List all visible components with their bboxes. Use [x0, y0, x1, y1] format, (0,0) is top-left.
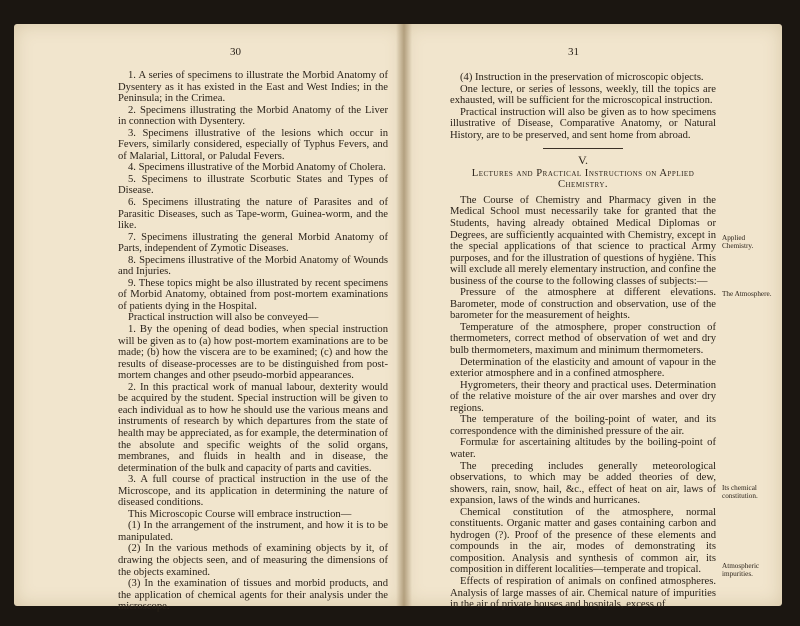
left-page-body	[118, 70, 388, 613]
paragraph: Effects of respiration of animals on confined atmospheres. Analysis of large masses of air. Chemical nature of impurities in the air of private houses and hospitals, excess of	[450, 575, 716, 611]
sidenote-applied-chemistry: Applied Chemistry.	[722, 234, 754, 250]
paragraph: 5. Specimens to illustrate Scorbutic States and Types of Disease.	[118, 173, 388, 197]
section-number: V.	[577, 153, 589, 168]
paragraph: Hygrometers, their theory and practical uses. Determination of the relative moisture of the air over marshes and over dry regions.	[450, 379, 716, 414]
section-title: Lectures and Practical Instructions on Applied Chemistry.	[471, 167, 695, 191]
sidenote-chemical-constitution: Its chemical constitution.	[722, 484, 758, 500]
paragraph: (3) In the examination of tissues and morbid products, and the application of chemical agents for their analysis under the microscope.	[118, 578, 388, 613]
paragraph: 1. A series of specimens to illustrate the Morbid Anatomy of Dysentery as it has existed in the East and West Indies; in the Peninsula; in the Crimea.	[118, 70, 388, 105]
paragraph: 4. Specimens illustrative of the Morbid Anatomy of Cholera.	[128, 162, 386, 174]
paragraph: 2. In this practical work of manual labour, dexterity would be acquired by the student. Special instruction will be given to each individual as to how he should use the various means and instruments of research by which departures from the state of health may be appreciated, as for example, the determination of the absolute and specific weights of the solid organs, membranes, and fluids in health and in disease, the determination of the bulk and capacity of parts and cavities.	[118, 381, 388, 474]
paragraph: The preceding includes generally meteorological observations, to which may be added theories of dew, showers, rain, snow, hail, &c., effect of heat on air, laws of expansion, laws of the winds and hurricanes.	[450, 460, 716, 507]
paragraph: Practical instruction will also be given as to how specimens illustrative of Disease, Comparative Anatomy, or Natural History, are to be preserved, and sent home from abroad.	[450, 106, 716, 141]
paragraph: 3. Specimens illustrative of the lesions which occur in Fevers, similarly considered, especially of Typhus Fevers, and of Malarial, Littoral, or Paludal Fevers.	[118, 127, 388, 162]
paragraph: Chemical constitution of the atmosphere, normal constituents. Organic matter and gases containing carbon and hydrogen (?). Proof of the presence of these elements and compounds in the air, modes of demonstrating its composition. Analysis and synthesis of common air, its composition in different localities—temperate and tropical.	[450, 506, 716, 576]
right-page-body	[450, 72, 716, 611]
paragraph: 3. A full course of practical instruction in the use of the Microscope, and its application in determining the nature of diseased conditions.	[118, 474, 388, 509]
paragraph: Determination of the elasticity and amount of vapour in the exterior atmosphere and in a confined atmosphere.	[450, 356, 716, 380]
paragraph: Practical instruction will also be conveyed—	[128, 312, 319, 324]
paragraph: (2) In the various methods of examining objects by it, of drawing the objects seen, and of measuring the dimensions of the objects examined.	[118, 543, 388, 578]
paragraph: 2. Specimens illustrating the Morbid Anatomy of the Liver in connection with Dysentery.	[118, 104, 388, 128]
paragraph: The Course of Chemistry and Pharmacy given in the Medical School must necessarily take for granted that the Students, having already obtained Medical Diplomas or Degrees, are sufficiently acquainted with Chemistry, except in the special applications of that science to practical Army purposes, and for the illustration of questions of hygiène. This will exclude all merely elementary instruction, and confine the business of the course to the following classes of subjects:—	[450, 194, 716, 287]
section-divider	[543, 148, 623, 149]
paragraph: 9. These topics might be also illustrated by recent specimens of Morbid Anatomy, obtained from post-mortem examinations of patients dying in the Hospital.	[118, 277, 388, 312]
paragraph: 8. Specimens illustrative of the Morbid Anatomy of Wounds and Injuries.	[118, 254, 388, 278]
sidenote-atmosphere: The Atmosphere.	[722, 290, 772, 298]
paragraph: 6. Specimens illustrating the nature of Parasites and of Parasitic Diseases, such as Tape-worm, Guinea-worm, and the like.	[118, 197, 388, 232]
paragraph: The temperature of the boiling-point of water, and its correspondence with the diminished pressure of the air.	[450, 414, 716, 437]
paragraph: (4) Instruction in the preservation of microscopic objects.	[460, 72, 704, 83]
paragraph: Temperature of the atmosphere, proper construction of thermometers, correct method of observation of wet and dry bulb thermometers, maximum and minimum thermometers.	[450, 321, 716, 357]
paragraph: 7. Specimens illustrating the general Morbid Anatomy of Parts, independent of Zymotic Diseases.	[118, 231, 388, 255]
paragraph: Formulæ for ascertaining altitudes by the boiling-point of water.	[450, 437, 716, 460]
paragraph: This Microscopic Course will embrace instruction—	[128, 508, 352, 520]
paragraph: 1. By the opening of dead bodies, when special instruction will be given as to (a) how post-mortem examinations are to be made; (b) how the viscera are to be examined; (c) and how the results of disease-processes are to be distinguished from post-mortem changes and other pseudo-morbid appearances.	[118, 324, 388, 382]
left-page-number: 30	[230, 46, 241, 58]
book-gutter	[396, 24, 412, 606]
paragraph: Pressure of the atmosphere at different elevations. Barometer, mode of construction and observation, use of the barometer for the measurement of heights.	[450, 287, 716, 322]
paragraph: One lecture, or series of lessons, weekly, till the topics are exhausted, will be sufficient for the microscopical instruction.	[450, 83, 716, 107]
right-page-number: 31	[568, 46, 579, 58]
sidenote-atmospheric-impurities: Atmospheric impurities.	[722, 562, 760, 578]
paragraph: (1) In the arrangement of the instrument, and how it is to be manipulated.	[118, 520, 388, 543]
